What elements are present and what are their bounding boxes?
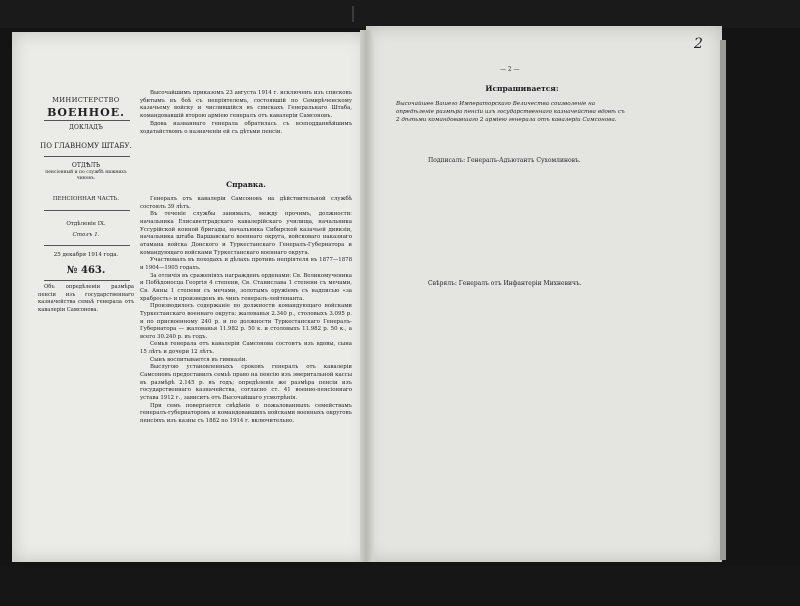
page-number: — 2 —	[500, 66, 520, 73]
reference-paragraph: Семья генерала отъ кавалерiи Самсонова состоитъ изъ вдовы, сына 15 лѣтъ и дочери 12 лѣтъ.	[140, 341, 352, 356]
report-date: 25 декабря 1914 года.	[53, 252, 119, 258]
report-summary: Объ опредѣленiи размѣра пенсiи изъ государственнаго казначейства семьѣ генерала отъ кавалерiи Самсонова.	[38, 284, 134, 313]
signature-line: Подписалъ: Генералъ-Адъютантъ Сухомлиновъ.	[428, 157, 581, 164]
report-label: ДОКЛАДЪ	[69, 124, 103, 131]
reference-paragraph: За отличiя въ сраженiяхъ награжденъ орденами: Св. Великомученика и Побѣдоносца Георгiя 4 степени, Св. Станислава 1 степени съ мечами, Св. Анны 1 степени съ мечами, золотымъ оружiемъ съ надписью «за храбрость» и произведенъ въ чинъ генералъ-лейтенанта.	[140, 272, 352, 302]
desk-number: Столъ 1.	[72, 232, 100, 238]
department-desc: пенсiонный и по службѣ нижнихъ чиновъ.	[45, 170, 127, 181]
divider	[44, 210, 130, 211]
verification-line: Свѣрялъ: Генералъ отъ Инфантерiи Михневичъ.	[428, 280, 582, 287]
report-addressee: ПО ГЛАВНОМУ ШТАБУ.	[40, 142, 132, 150]
scan-top-border	[0, 0, 800, 28]
reference-paragraph: Генералъ отъ кавалерiи Самсоновъ на дѣйствительной службѣ состоялъ 39 лѣтъ.	[140, 196, 352, 210]
reference-paragraph: Выслугою установленныхъ сроковъ генералъ отъ кавалерiи Самсоновъ предоставилъ семьѣ право на пенсiю изъ эмеритальной кассы въ размѣрѣ 2.145 р. въ годъ; опредѣленiе же размѣра пенсiи изъ государственнаго казначейства, согласно ст. 41 военно-пенсiоннаго устава 1912 г., зависитъ отъ Высочайшаго усмотрѣнiя.	[140, 364, 352, 402]
page-edge	[720, 40, 726, 560]
film-mark	[352, 6, 354, 22]
divider	[44, 280, 130, 281]
reference-paragraph: Въ теченiе службы занималъ, между прочимъ, должности: начальника Елисаветградскаго кавалерiйскаго училища, начальника Уссурiйской конной бригады, начальника Сибирской казачьей дивизiи, начальника штаба Варшавскаго военнаго округа, войсковаго наказнаго атамана войска Донского и Туркестанскаго Генералъ-Губернатора и командующаго войсками Туркестанскаго военнаго округа.	[140, 211, 352, 256]
book-gutter	[360, 30, 374, 562]
reference-paragraph: Производилось содержанiе по должности командующаго войсками Туркестанскаго военнаго округа: жалованья 2.340 р., столовыхъ 3.095 р. и по присвоенному 240 р. и по должности Туркестанскаго Генералъ-Губернатора — жалованья 11.982 р. 50 к. и столовыхъ 11.982 р. 50 к., а всего 30.240 р. въ годъ.	[140, 303, 352, 340]
divider	[44, 245, 130, 246]
report-number: № 463.	[66, 265, 106, 276]
reference-paragraph: Участвовалъ въ походахъ и дѣлахъ противъ непрiятеля въ 1877—1878 и 1904—1905 годахъ.	[140, 257, 352, 271]
ministry-label: МИНИСТЕРСТВО	[52, 96, 120, 104]
request-heading: Испрашивается:	[485, 84, 559, 93]
ministry-name: ВОЕННОЕ.	[47, 106, 125, 119]
branch-number: Отдѣленiе IX.	[66, 221, 106, 227]
scan-bottom-border	[0, 566, 800, 606]
reference-heading: Справка.	[226, 180, 266, 189]
divider	[44, 156, 130, 157]
reference-paragraph: При семъ повергается свѣдѣнiе о пожалованныхъ семействамъ генералъ-губернаторовъ и командовавшихъ войсками военныхъ округовъ пенсiяхъ изъ казны съ 1882 по 1914 г. включительно.	[140, 402, 352, 425]
divider	[44, 120, 130, 121]
reference-paragraph: Сынъ воспитывается въ гимназiи.	[150, 356, 248, 363]
intro-paragraph: Высочайшимъ приказомъ 23 августа 1914 г. исключенъ изъ списковъ убитымъ въ боѣ съ непрiятелемъ, состоявшiй по Семирѣченскому казачьему войску и числившiйся въ спискахъ Генеральнаго Штаба, командовавшiй второю армiею генералъ отъ кавалерiи Самсоновъ.	[140, 90, 352, 120]
department-label: ОТДѢЛЪ	[71, 162, 101, 169]
archive-page-mark: 2	[694, 36, 703, 52]
intro-text	[140, 90, 352, 136]
section-name: ПЕНСIОННАЯ ЧАСТЬ.	[52, 196, 120, 202]
intro-paragraph: Вдова названнаго генерала обратилась съ всеподданнѣйшимъ ходатайствомъ о назначенiи ей съ дѣтьми пенсiи.	[140, 120, 352, 135]
request-text: Высочайшее Вашего Императорскаго Величества соизволенiе на опредѣленiе размѣра пенсiи изъ государственнаго казначейства вдовѣ съ 2 дѣтьми командовавшаго 2 армiею генерала отъ кавалерiи Самсонова.	[396, 101, 625, 123]
reference-text	[140, 196, 352, 426]
